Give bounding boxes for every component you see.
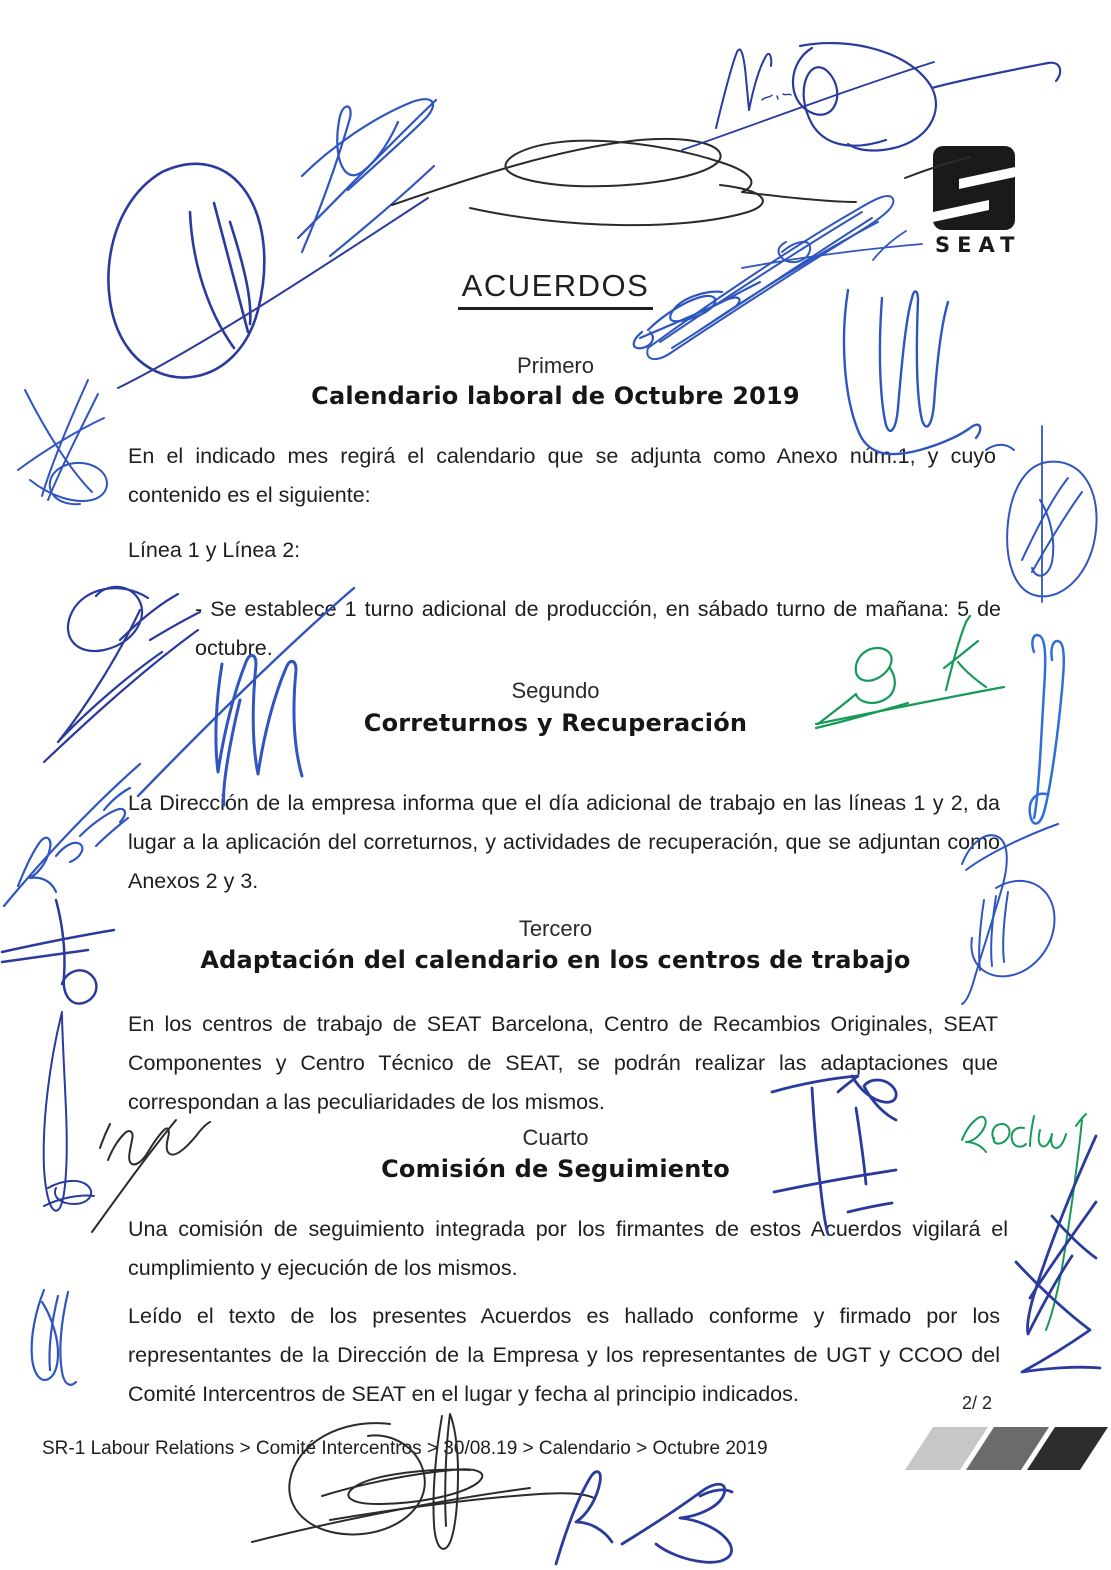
footer-breadcrumb: SR-1 Labour Relations > Comité Intercentros > 30/08.19 > Calendario > Octubre 2019 xyxy=(42,1438,768,1459)
section-ordinal-primero: Primero xyxy=(516,353,594,378)
section-heading-tercero: Adaptación del calendario en los centros de trabajo xyxy=(200,946,911,974)
section-ordinal-cuarto: Cuarto xyxy=(522,1125,589,1150)
doc-title: ACUERDOS xyxy=(0,268,1111,310)
paragraph-segundo: La Dirección de la empresa informa que el día adicional de trabajo en las líneas 1 y 2, da lugar a la aplicación del correturnos, y actividades de recuperación, que se adjuntan como Anexos 2 y 3. xyxy=(128,791,1000,893)
paragraph-cuarto: Una comisión de seguimiento integrada por los firmantes de estos Acuerdos vigilará el cumplimiento y ejecución de los mismos. xyxy=(128,1217,1008,1280)
paragraph-primero-bullet: - Se establece 1 turno adicional de producción, en sábado turno de mañana: 5 de octubre. xyxy=(195,597,1001,660)
seat-wordmark: SEAT xyxy=(935,233,1022,257)
brand-stripes xyxy=(905,1427,1108,1470)
paragraph-lineas: Línea 1 y Línea 2: xyxy=(128,538,301,562)
section-ordinal-segundo: Segundo xyxy=(511,678,600,703)
paragraph-primero-intro: En el indicado mes regirá el calendario que se adjunta como Anexo núm.1, y cuyo contenido es el siguiente: xyxy=(128,444,996,507)
section-heading-segundo: Correturnos y Recuperación xyxy=(363,709,748,737)
section-ordinal-tercero: Tercero xyxy=(518,916,593,941)
paragraph-closing: Leído el texto de los presentes Acuerdos es hallado conforme y firmado por los representantes de la Dirección de la Empresa y los representantes de UGT y CCOO del Comité Intercentros de SEAT en el lugar y fecha al principio indicados. xyxy=(128,1304,1000,1406)
page-number: 2/ 2 xyxy=(961,1393,992,1413)
paragraph-tercero: En los centros de trabajo de SEAT Barcelona, Centro de Recambios Originales, SEAT Componentes y Centro Técnico de SEAT, se podrán realizar las adaptaciones que correspondan a las peculiaridades de los mismos. xyxy=(128,1012,998,1114)
seat-logo-mark xyxy=(933,146,1021,257)
section-heading-cuarto: Comisión de Seguimiento xyxy=(381,1155,730,1183)
section-heading-primero: Calendario laboral de Octubre 2019 xyxy=(311,382,800,410)
